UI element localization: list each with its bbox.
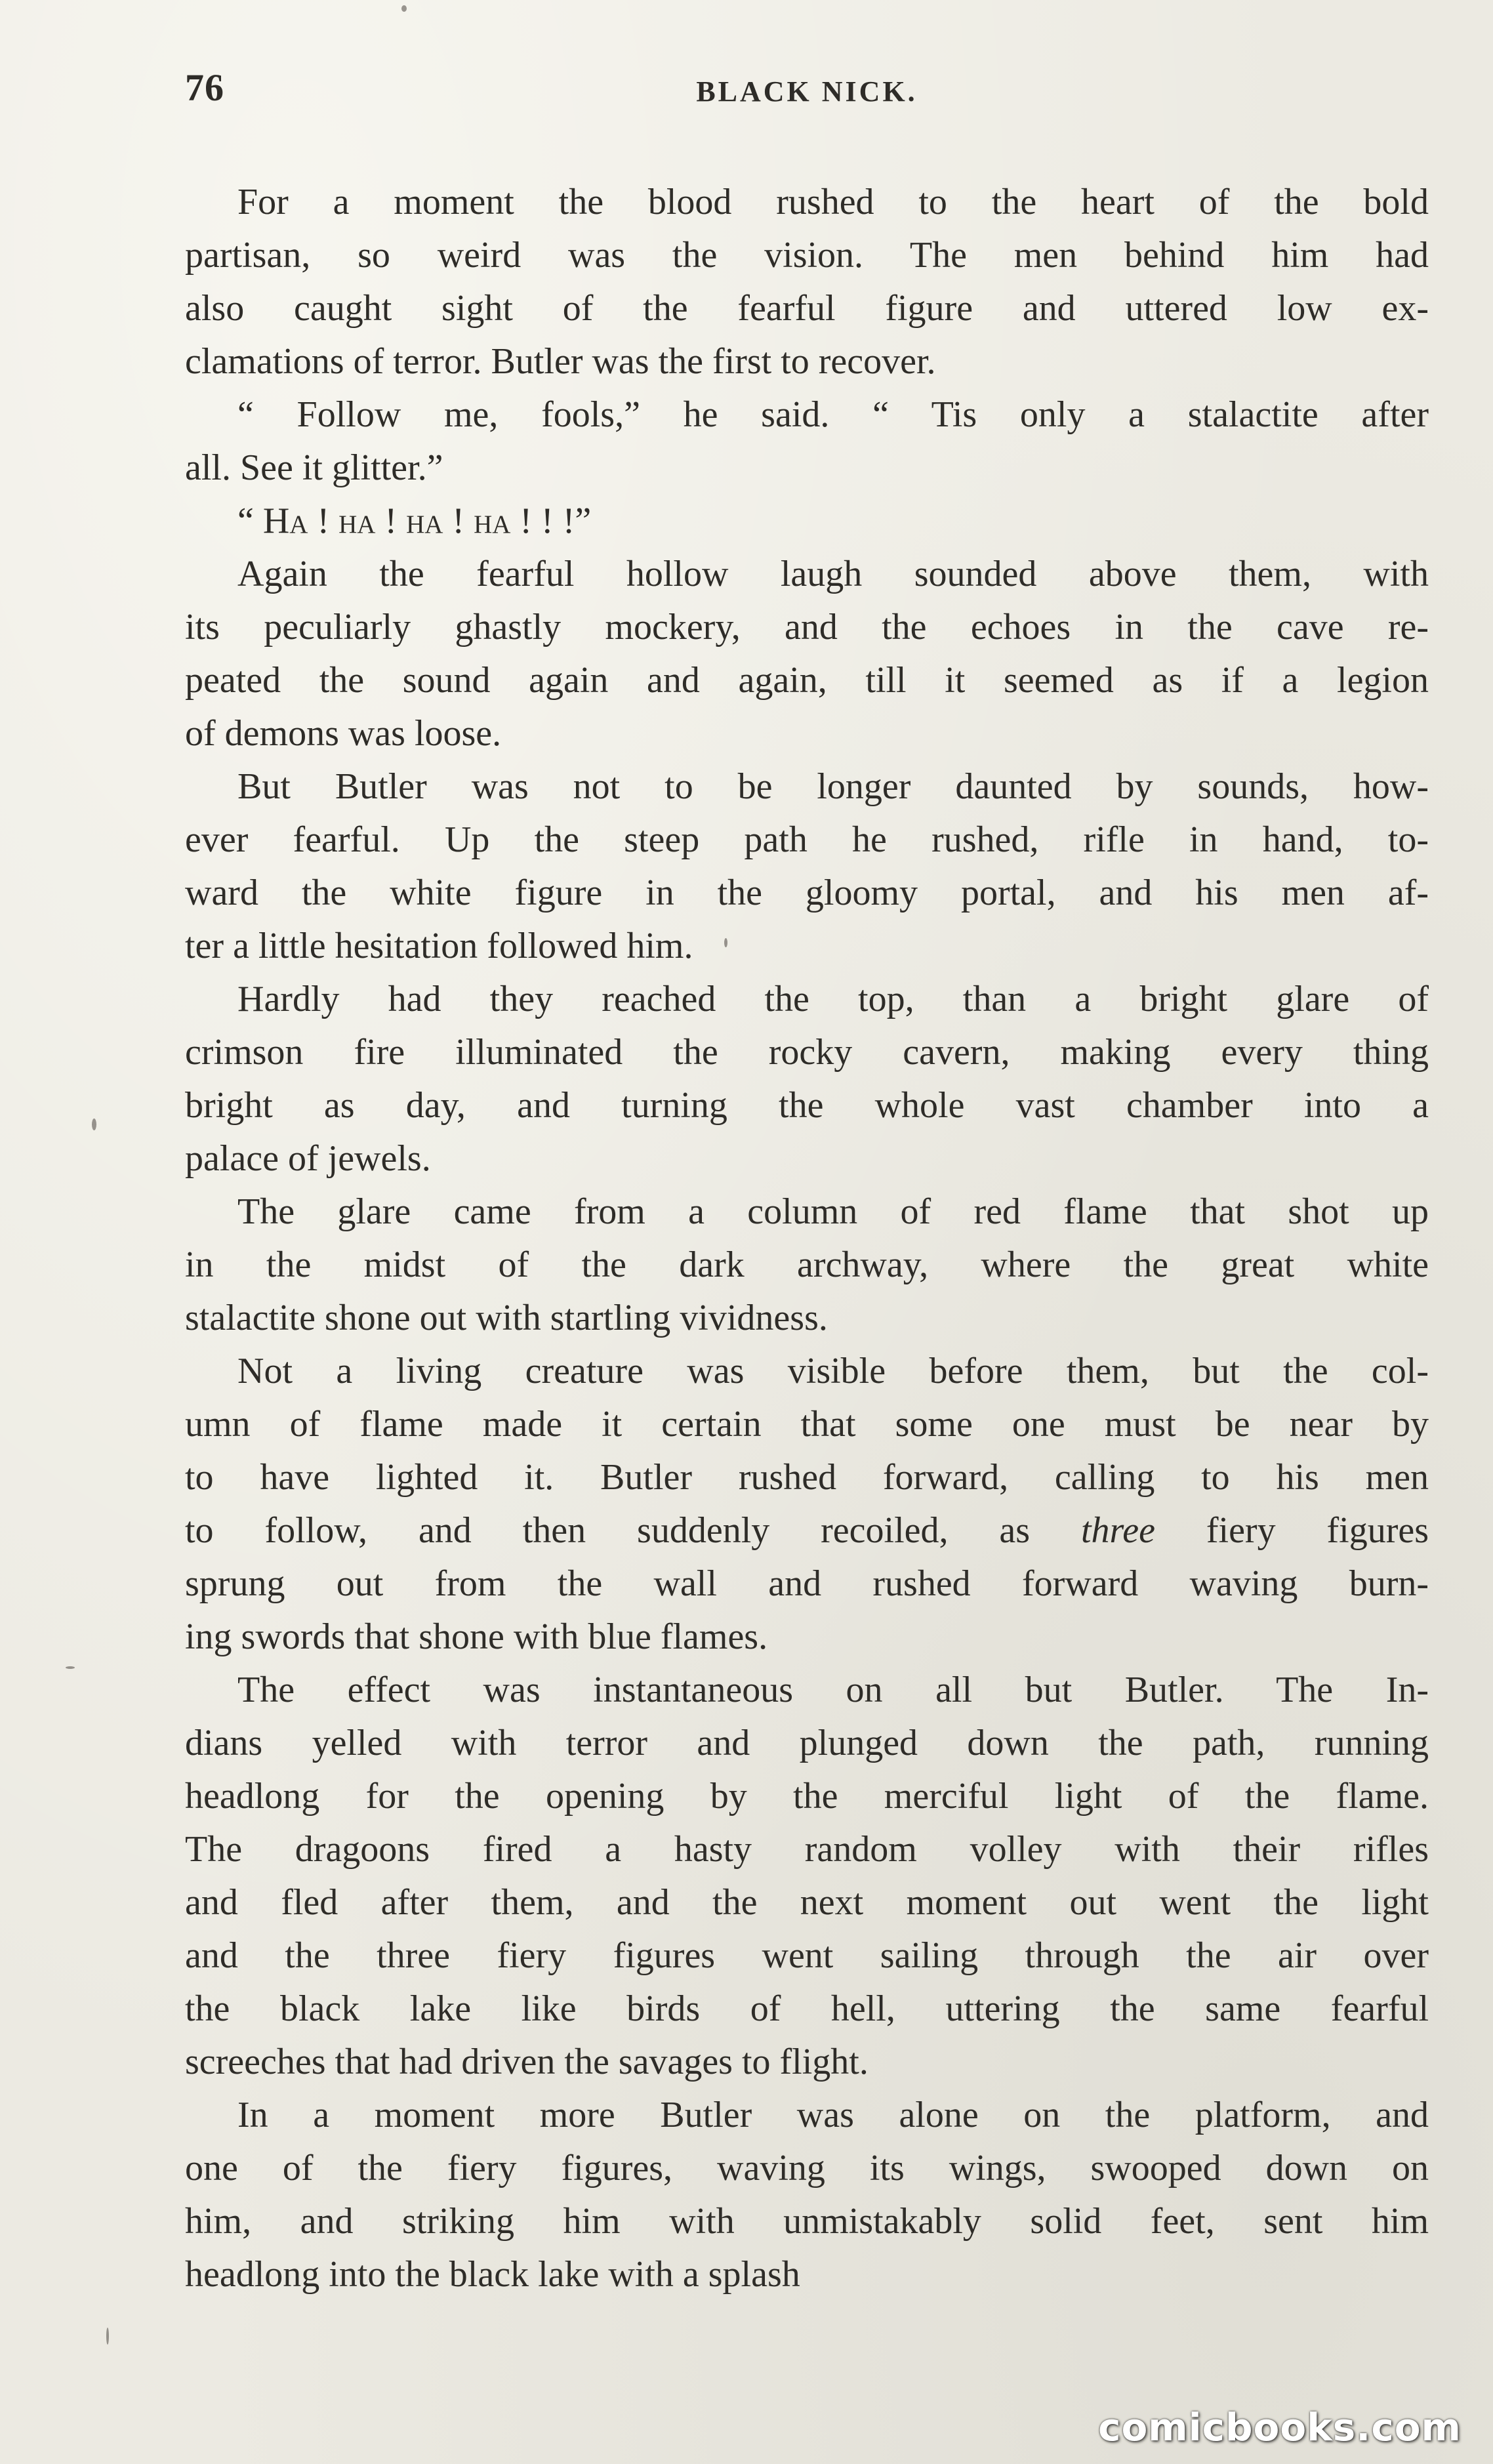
text-line-content: and the three fiery figures went sailing through the air over [185, 1935, 1429, 1976]
text-line [185, 548, 1429, 601]
text-line-content: ward the white figure in the gloomy portal, and his men af- [185, 873, 1429, 913]
page-number: 76 [185, 66, 224, 109]
text-line [185, 973, 1429, 1026]
text-line-content: and fled after them, and the next moment out went the light [185, 1882, 1429, 1923]
text-line-content: The dragoons fired a hasty random volley with their rifles [185, 1829, 1429, 1870]
text-line [185, 1557, 1429, 1611]
text-line [185, 1079, 1429, 1132]
text-line-content: to have lighted it. Butler rushed forward, calling to his men [185, 1457, 1429, 1498]
text-line-content: headlong for the opening by the merciful light of the flame. [185, 1776, 1429, 1817]
text-line [185, 813, 1429, 867]
text-line [185, 441, 1429, 495]
text-line [185, 707, 1429, 760]
text-line [185, 1345, 1429, 1398]
text-line [185, 495, 1429, 548]
text-line [185, 2195, 1429, 2248]
running-title: BLACK NICK. [696, 75, 918, 108]
ink-speck [66, 1666, 75, 1669]
body-text [185, 176, 1429, 2301]
text-line-content: peated the sound again and again, till it seemed as if a legion [185, 660, 1429, 701]
text-line [185, 867, 1429, 920]
text-line-content: “ Follow me, fools,” he said. “ Tis only a stalactite after [237, 394, 1429, 435]
text-line [185, 229, 1429, 282]
text-line-content: headlong into the black lake with a splash [185, 2254, 800, 2295]
text-line-content: to follow, and then suddenly recoiled, as [185, 1510, 1081, 1551]
text-line [185, 1717, 1429, 1770]
text-line [185, 2089, 1429, 2142]
text-line [185, 1239, 1429, 1292]
text-line-content: all. See it glitter.” [185, 447, 443, 488]
text-line [185, 920, 1429, 973]
text-line-content: one of the fiery figures, waving its wings, swooped down on [185, 2148, 1429, 2188]
text-line-content: sprung out from the wall and rushed forward waving burn- [185, 1563, 1429, 1604]
text-line-content: of demons was loose. [185, 713, 502, 754]
text-line-content: The glare came from a column of red flame that shot up [237, 1191, 1429, 1232]
text-line [185, 2248, 1429, 2301]
text-line [185, 1770, 1429, 1823]
ink-speck [401, 5, 407, 12]
text-line [185, 2142, 1429, 2195]
text-line-content: ing swords that shone with blue flames. [185, 1616, 768, 1657]
text-line-content: Again the fearful hollow laugh sounded above them, with [237, 554, 1429, 594]
text-line [185, 1185, 1429, 1239]
text-line-content: partisan, so weird was the vision. The men behind him had [185, 235, 1429, 276]
text-line-content: the black lake like birds of hell, uttering the same fearful [185, 1988, 1429, 2029]
text-line-content: Hardly had they reached the top, than a bright glare of [237, 979, 1429, 1019]
text-line [185, 1026, 1429, 1079]
text-line [185, 601, 1429, 654]
text-line-content: palace of jewels. [185, 1138, 431, 1179]
text-line-content: ever fearful. Up the steep path he rushed, rifle in hand, to- [185, 819, 1429, 860]
text-line-content: in the midst of the dark archway, where the great white [185, 1244, 1429, 1285]
text-line [185, 2036, 1429, 2089]
text-line [185, 1292, 1429, 1345]
text-line-content: For a moment the blood rushed to the heart of the bold [237, 182, 1429, 222]
text-line [185, 176, 1429, 229]
text-line-content: Not a living creature was visible before them, but the col- [237, 1351, 1429, 1391]
text-line-content: its peculiarly ghastly mockery, and the echoes in the cave re- [185, 607, 1429, 647]
text-line [185, 1664, 1429, 1717]
text-line [185, 1876, 1429, 1929]
page-header [185, 66, 1429, 118]
text-line [185, 1398, 1429, 1451]
text-line-content: fiery figures [1155, 1510, 1429, 1551]
text-line-content: also caught sight of the fearful figure and uttered low ex- [185, 288, 1429, 329]
text-line [185, 1823, 1429, 1876]
text-line-content: The effect was instantaneous on all but Butler. The In- [237, 1670, 1429, 1710]
text-line [185, 282, 1429, 335]
text-line [185, 1132, 1429, 1185]
text-line-content: ter a little hesitation followed him. [185, 926, 693, 966]
ink-speck [92, 1119, 96, 1130]
text-line [185, 1929, 1429, 1982]
text-line [185, 1982, 1429, 2036]
text-line-content: clamations of terror. Butler was the first to recover. [185, 341, 936, 382]
ink-speck [106, 2328, 109, 2345]
text-line-content: bright as day, and turning the whole vast chamber into a [185, 1085, 1429, 1126]
text-line-content: crimson fire illuminated the rocky cavern, making every thing [185, 1032, 1429, 1073]
text-line [185, 760, 1429, 813]
text-line-content: stalactite shone out with startling vividness. [185, 1298, 828, 1338]
text-line [185, 654, 1429, 707]
text-line [185, 388, 1429, 441]
text-line-content: screeches that had driven the savages to flight. [185, 2042, 869, 2082]
text-line-content: “ Ha ! ha ! ha ! ha ! ! !” [237, 501, 592, 541]
text-line-content: dians yelled with terror and plunged down the path, running [185, 1723, 1429, 1763]
text-line [185, 1611, 1429, 1664]
italic-word: three [1080, 1510, 1155, 1551]
text-line-content: But Butler was not to be longer daunted by sounds, how- [237, 766, 1429, 807]
text-line-content: In a moment more Butler was alone on the platform, and [237, 2095, 1429, 2135]
text-line [185, 335, 1429, 388]
text-line-content: him, and striking him with unmistakably solid feet, sent him [185, 2201, 1429, 2242]
watermark: comicbooks.com [1098, 2405, 1462, 2450]
text-line [185, 1504, 1429, 1557]
text-line-content: umn of flame made it certain that some one must be near by [185, 1404, 1429, 1445]
text-line [185, 1451, 1429, 1504]
